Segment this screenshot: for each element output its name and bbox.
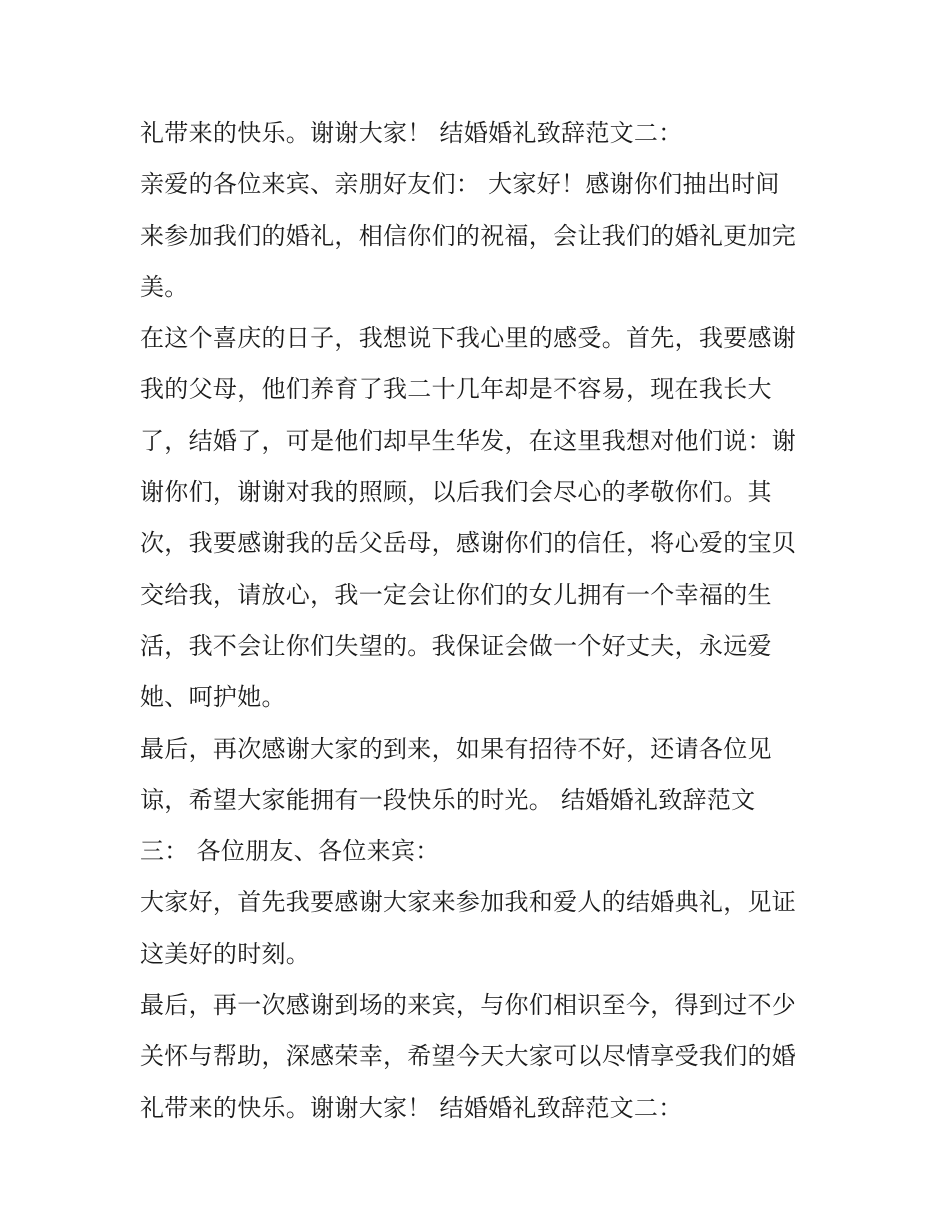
text-line: 最后，再次感谢大家的到来，如果有招待不好，还请各位见	[140, 734, 772, 763]
text-line: 来参加我们的婚礼，相信你们的祝福，会让我们的婚礼更加完	[140, 221, 797, 250]
text-line: 我的父母，他们养育了我二十几年却是不容易，现在我长大	[140, 375, 772, 404]
body-text	[140, 108, 820, 1134]
text-line: 三： 各位朋友、各位来宾：	[140, 837, 440, 866]
text-line: 次，我要感谢我的岳父岳母，感谢你们的信任，将心爱的宝贝	[140, 529, 797, 558]
text-line: 关怀与帮助，深感荣幸，希望今天大家可以尽情享受我们的婚	[140, 1042, 797, 1071]
text-line: 谅，希望大家能拥有一段快乐的时光。 结婚婚礼致辞范文	[140, 785, 756, 814]
text-line: 礼带来的快乐。谢谢大家！ 结婚婚礼致辞范文二：	[140, 1093, 683, 1122]
text-line: 最后，再一次感谢到场的来宾，与你们相识至今，得到过不少	[140, 991, 797, 1020]
text-line: 这美好的时刻。	[140, 939, 311, 968]
text-line: 交给我，请放心，我一定会让你们的女儿拥有一个幸福的生	[140, 580, 772, 609]
text-line: 礼带来的快乐。谢谢大家！ 结婚婚礼致辞范文二：	[140, 119, 683, 147]
text-line: 大家好，首先我要感谢大家来参加我和爱人的结婚典礼，见证	[140, 888, 797, 917]
text-line: 亲爱的各位来宾、亲朋好友们： 大家好！感谢你们抽出时间	[140, 170, 780, 199]
text-line: 她、呵护她。	[140, 683, 286, 712]
text-line: 美。	[140, 272, 189, 301]
text-line: 谢你们，谢谢对我的照顾，以后我们会尽心的孝敬你们。其	[140, 478, 772, 507]
text-line: 活，我不会让你们失望的。我保证会做一个好丈夫，永远爱	[140, 631, 772, 660]
text-line: 在这个喜庆的日子，我想说下我心里的感受。首先，我要感谢	[140, 324, 797, 353]
text-line: 了，结婚了，可是他们却早生华发，在这里我想对他们说：谢	[140, 426, 797, 455]
